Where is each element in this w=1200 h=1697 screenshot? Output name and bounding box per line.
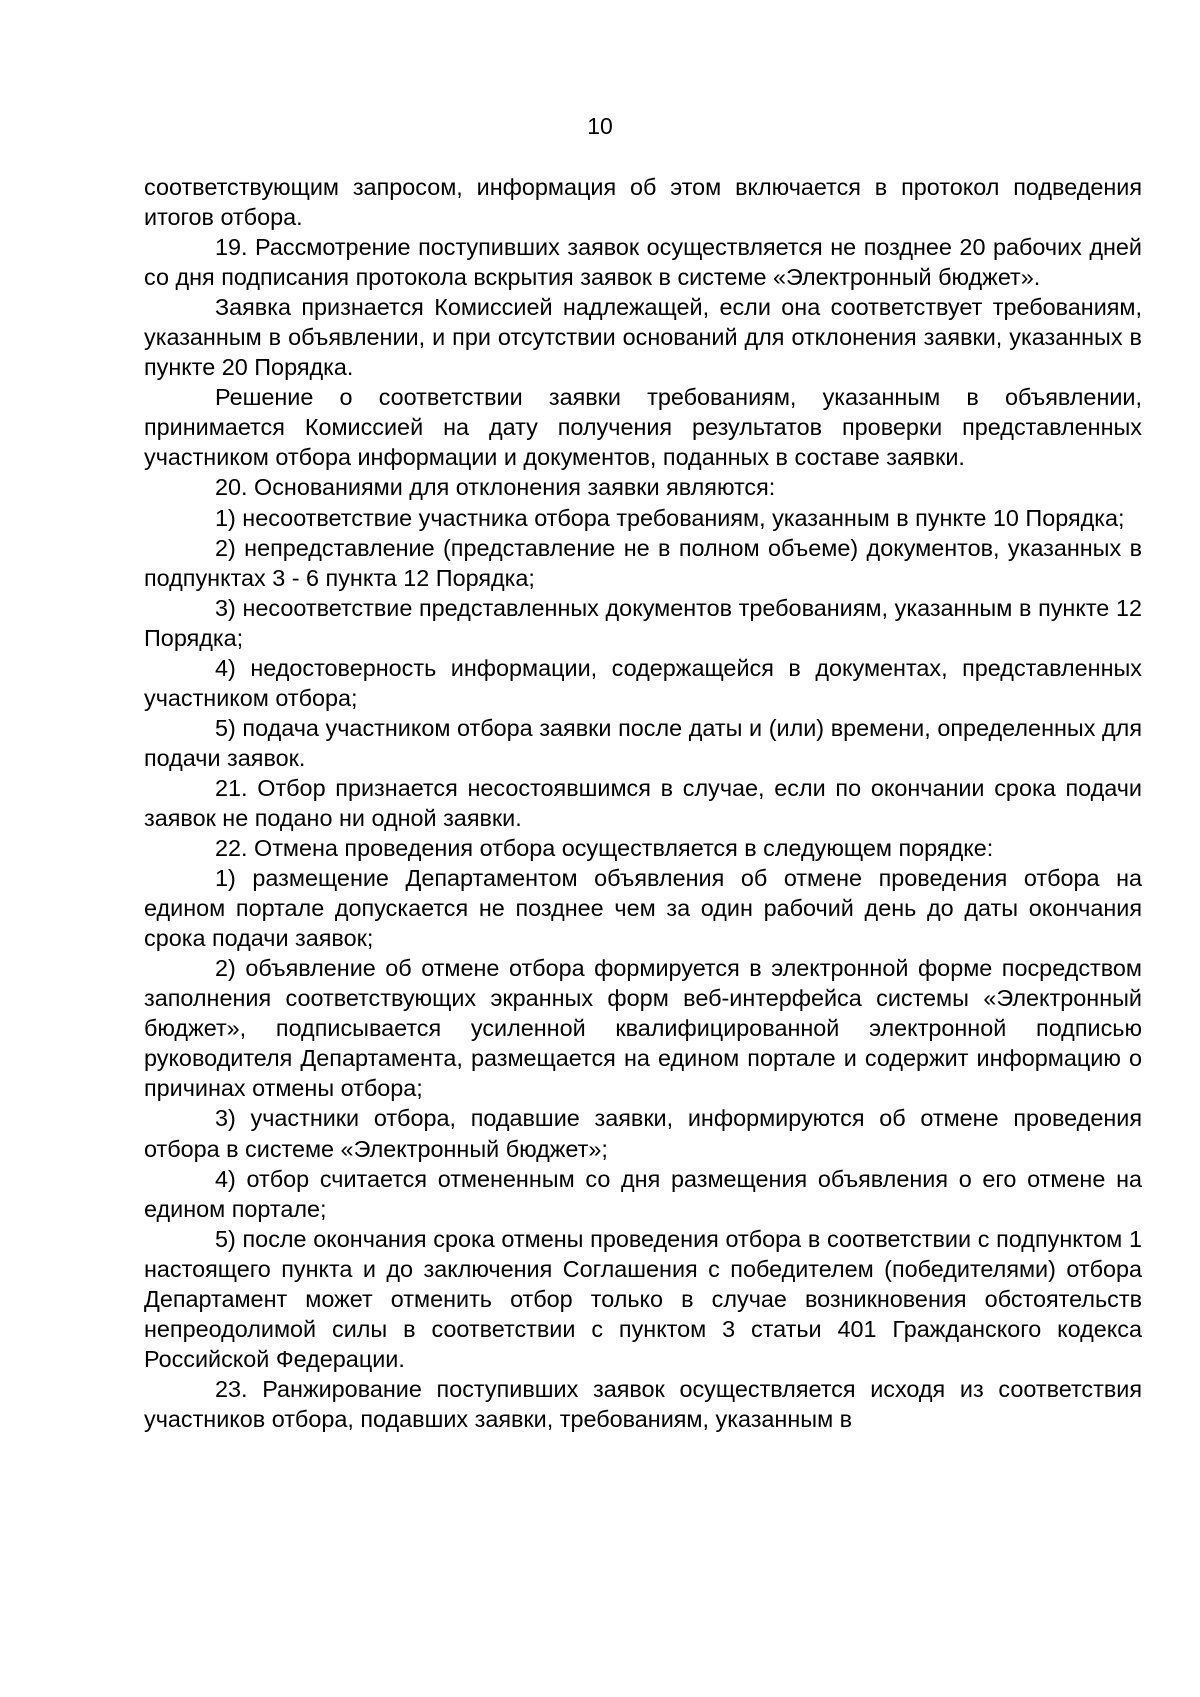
paragraph-p10: 5) подача участником отбора заявки после даты и (или) времени, определенных для подачи заявок. <box>144 714 1142 771</box>
paragraph-p05: 20. Основаниями для отклонения заявки являются: <box>215 474 776 501</box>
paragraph-p18: 23. Ранжирование поступивших заявок осуществляется исходя из соответствия участников отбора, подавших заявки, требованиям, указанным в <box>144 1375 1142 1432</box>
paragraph-p12: 22. Отмена проведения отбора осуществляется в следующем порядке: <box>215 835 994 862</box>
paragraph-p01: соответствующим запросом, информация об этом включается в протокол подведения итогов отбора. <box>144 174 1142 231</box>
paragraph-p08: 3) несоответствие представленных документов требованиям, указанным в пункте 12 Порядка; <box>144 594 1142 651</box>
paragraph-p11: 21. Отбор признается несостоявшимся в случае, если по окончании срока подачи заявок не подано ни одной заявки. <box>144 774 1142 831</box>
page-number: 10 <box>587 113 613 139</box>
paragraph-p16: 4) отбор считается отмененным со дня размещения объявления о его отмене на едином портале; <box>144 1165 1142 1222</box>
paragraph-p04: Решение о соответствии заявки требованиям, указанным в объявлении, принимается Комиссией на дату получения результатов проверки представленных участником отбора информации и документов, поданных в составе заявки. <box>144 384 1142 471</box>
paragraph-p03: Заявка признается Комиссией надлежащей, если она соответствует требованиям, указанным в объявлении, и при отсутствии оснований для отклонения заявки, указанных в пункте 20 Порядка. <box>144 294 1142 381</box>
paragraph-p15: 3) участники отбора, подавшие заявки, информируются об отмене проведения отбора в системе «Электронный бюджет»; <box>144 1105 1142 1162</box>
paragraph-p17: 5) после окончания срока отмены проведения отбора в соответствии с подпунктом 1 настоящего пункта и до заключения Соглашения с победителем (победителями) отбора Департамент может отменить отбор только в случае возникновения обстоятельств непреодолимой силы в соответствии с пунктом 3 статьи 401 Гражданского кодекса Российской Федерации. <box>144 1225 1142 1372</box>
paragraph-p09: 4) недостоверность информации, содержащейся в документах, представленных участником отбора; <box>144 654 1142 711</box>
paragraph-p06: 1) несоответствие участника отбора требованиям, указанным в пункте 10 Порядка; <box>215 504 1125 531</box>
paragraph-p07: 2) непредставление (представление не в полном объеме) документов, указанных в подпунктах 3 - 6 пункта 12 Порядка; <box>144 534 1142 591</box>
paragraph-p02: 19. Рассмотрение поступивших заявок осуществляется не позднее 20 рабочих дней со дня подписания протокола вскрытия заявок в системе «Электронный бюджет». <box>144 234 1142 291</box>
paragraph-p13: 1) размещение Департаментом объявления об отмене проведения отбора на едином портале допускается не позднее чем за один рабочий день до даты окончания срока подачи заявок; <box>144 865 1142 952</box>
document-body <box>144 172 1142 1434</box>
paragraph-p14: 2) объявление об отмене отбора формируется в электронной форме посредством заполнения соответствующих экранных форм веб-интерфейса системы «Электронный бюджет», подписывается усиленной квалифицированной электронной подписью руководителя Департамента, размещается на едином портале и содержит информацию о причинах отмены отбора; <box>144 955 1142 1102</box>
